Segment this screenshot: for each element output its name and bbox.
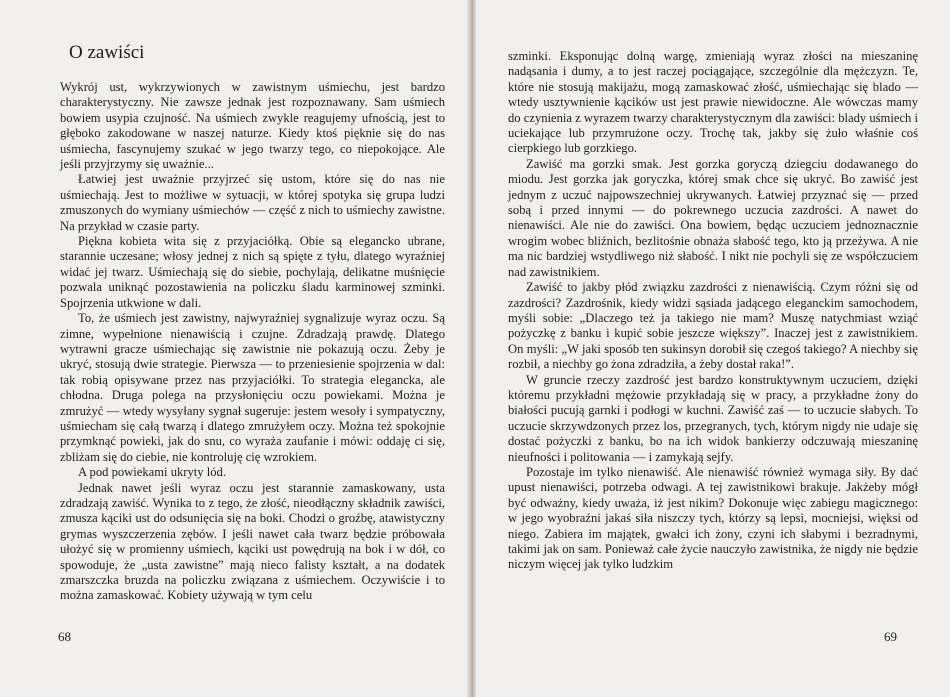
paragraph: Wykrój ust, wykrzywionych w zawistnym uśmiechu, jest bardzo charakterystyczny. Nie zawsze jednak jest rozpoznawany. Sam uśmiech bowiem usypia czujność. Na uśmiech zwykle reagujemy ufnością, jest to głęboko zakodowane w naszej naturze. Kiedy ktoś pięknie się do nas uśmiecha, fascynujemy szukać w jego twarzy tego, co niepokojące. Ale jeśli przyjrzymy się uważnie...	[60, 80, 445, 172]
paragraph: To, że uśmiech jest zawistny, najwyraźniej sygnalizuje wyraz oczu. Są zimne, wypełnione nienawiścią i czujne. Zdradzają prawdę. Dlatego wytrawni gracze uśmiechając się zawistnie nie pokazują oczu. Żeby je ukryć, stosują dwie strategie. Pierwsza — to przeniesienie spojrzenia w dal: tak robią opisywane przez nas przyjaciółki. To strategia elegancka, ale chłodna. Druga polega na przysłonięciu oczu powiekami. Można je zmrużyć — wtedy wysyłany sygnał sugeruje: jestem wesoły i sympatyczny, uśmiecham się całą twarzą i dlatego zmrużyłem oczy. Można też spokojnie przymknąć powieki, jak do snu, co wyraża zaufanie i mówi: oddaję ci się, zbliżam się do ciebie, nie kontroluję cię wzrokiem.	[60, 311, 445, 464]
paragraph: szminki. Eksponując dolną wargę, zmieniają wyraz złości na mieszaninę nadąsania i dumy, a to jest raczej pociągające, szczególnie dla mężczyzn. Te, które nie stosują makijażu, mogą zamaskować złość, uśmiechając się blado — wtedy usztywnienie kącików ust jest prawie niewidoczne. Ale wówczas mamy do czynienia z wyrazem twarzy charakterystycznym dla zawiści: blady uśmiech i uciekające lub przymrużone oczy. Trochę tak, jakby się żuło właśnie coś cierpkiego lub gorzkiego.	[508, 49, 918, 156]
right-page	[476, 0, 950, 697]
paragraph: Zawiść ma gorzki smak. Jest gorzka goryczą dziegciu dodawanego do miodu. Jest gorzka jak goryczka, której smak chce się ukryć. Bo zawiść jest jednym z uczuć najpowszechniej ukrywanych. Łatwiej przyznać się — przed sobą i przed innymi — do pokrewnego uczucia zazdrości. A nawet do nienawiści. Ale nie do zawiści. Ona bowiem, będąc uczuciem jednoznacznie wrogim wobec bliźnich, bezlitośnie obnaża słabość tego, kto ją przeżywa. A nie ma nic bardziej wstydliwego niż słabość. I nikt nie pochyli się ze współczuciem nad zawistnikiem.	[508, 156, 918, 279]
paragraph: W gruncie rzeczy zazdrość jest bardzo konstruktywnym uczuciem, dzięki któremu przykładni mężowie przykładają się w pracy, a przykładne żony do białości pucują garnki i podłogi w kuchni. Zawiść zaś — to uczucie słabych. To uczucie skrzywdzonych przez los, przegranych, tych, którym nigdy nie udaje się dostać pożyczki z banku, bo na ich widok bankierzy odczuwają mieszaninę nieufności i politowania — i zamykają sejfy.	[508, 372, 918, 464]
right-page-text	[508, 49, 918, 573]
paragraph: Zawiść to jakby płód związku zazdrości z nienawiścią. Czym różni się od zazdrości? Zazdrośnik, kiedy widzi sąsiada jadącego eleganckim samochodem, myśli sobie: „Dlaczego też ja takiego nie mam? Muszę natychmiast wziąć pożyczkę z banku i kupić sobie jeszcze większy”. Inaczej jest z zawistnikiem. On myśli: „W jaki sposób ten sukinsyn dorobił się czegoś takiego? A niechby się rozbił, a niechby go żona zdradziła, a żeby dostał raka!”.	[508, 280, 918, 372]
paragraph: Piękna kobieta wita się z przyjaciółką. Obie są elegancko ubrane, starannie uczesane; włosy jednej z nich są spięte z tyłu, dlatego wyraźniej widać jej twarz. Uśmiechają się do siebie, pochylają, delikatne muśnięcie pozwala uniknąć pozostawienia na policzku śladu karminowej szminki. Spojrzenia utkwione w dali.	[60, 234, 445, 310]
paragraph: Łatwiej jest uważnie przyjrzeć się ustom, które się do nas nie uśmiechają. Jest to możliwe w sytuacji, w której spotyka się grupa ludzi zmuszonych do wymiany uśmiechów — część z nich to uśmiechy zawistne. Na przykład w czasie party.	[60, 172, 445, 233]
left-page-text	[60, 80, 445, 604]
page-number-right: 69	[884, 629, 897, 644]
paragraph: Jednak nawet jeśli wyraz oczu jest starannie zamaskowany, usta zdradzają zawiść. Wynika to z tego, że złość, nieodłączny składnik zawiści, zmusza kąciki ust do odsunięcia się na boki. Chodzi o groźbę, atawistyczny grymas wyszczerzenia zębów. I jeśli nawet cała twarz będzie próbowała ułożyć się w promienny uśmiech, kąciki ust powędrują na bok i w dół, co spowoduje, że „usta zawistne” mają nieco falisty kształt, a na dodatek zmarszczka bruzda na policzku związana z uśmiechem. Oczywiście i to można zamaskować. Kobiety używają w tym celu	[60, 480, 445, 603]
paragraph: A pod powiekami ukryty lód.	[78, 465, 226, 480]
left-page	[0, 0, 468, 697]
chapter-title: O zawiści	[69, 42, 145, 63]
page-number-left: 68	[58, 629, 71, 644]
paragraph: Pozostaje im tylko nienawiść. Ale nienawiść również wymaga siły. By dać upust nienawiści, potrzeba odwagi. A tej zawistnikowi brakuje. Jakżeby mógł być odważny, kiedy uważa, iż jest nikim? Dokonuje więc zabiegu magicznego: w jego wyobraźni jakaś siła niszczy tych, którzy są lepsi, mocniejsi, więksi od niego. Zabiera im majątek, gwałci ich żony, czyni ich słabymi i bezradnymi, takimi jak on sam. Ponieważ całe życie nauczyło zawistnika, że nigdy nie będzie niczym więcej jak tylko ludzkim	[508, 464, 918, 572]
